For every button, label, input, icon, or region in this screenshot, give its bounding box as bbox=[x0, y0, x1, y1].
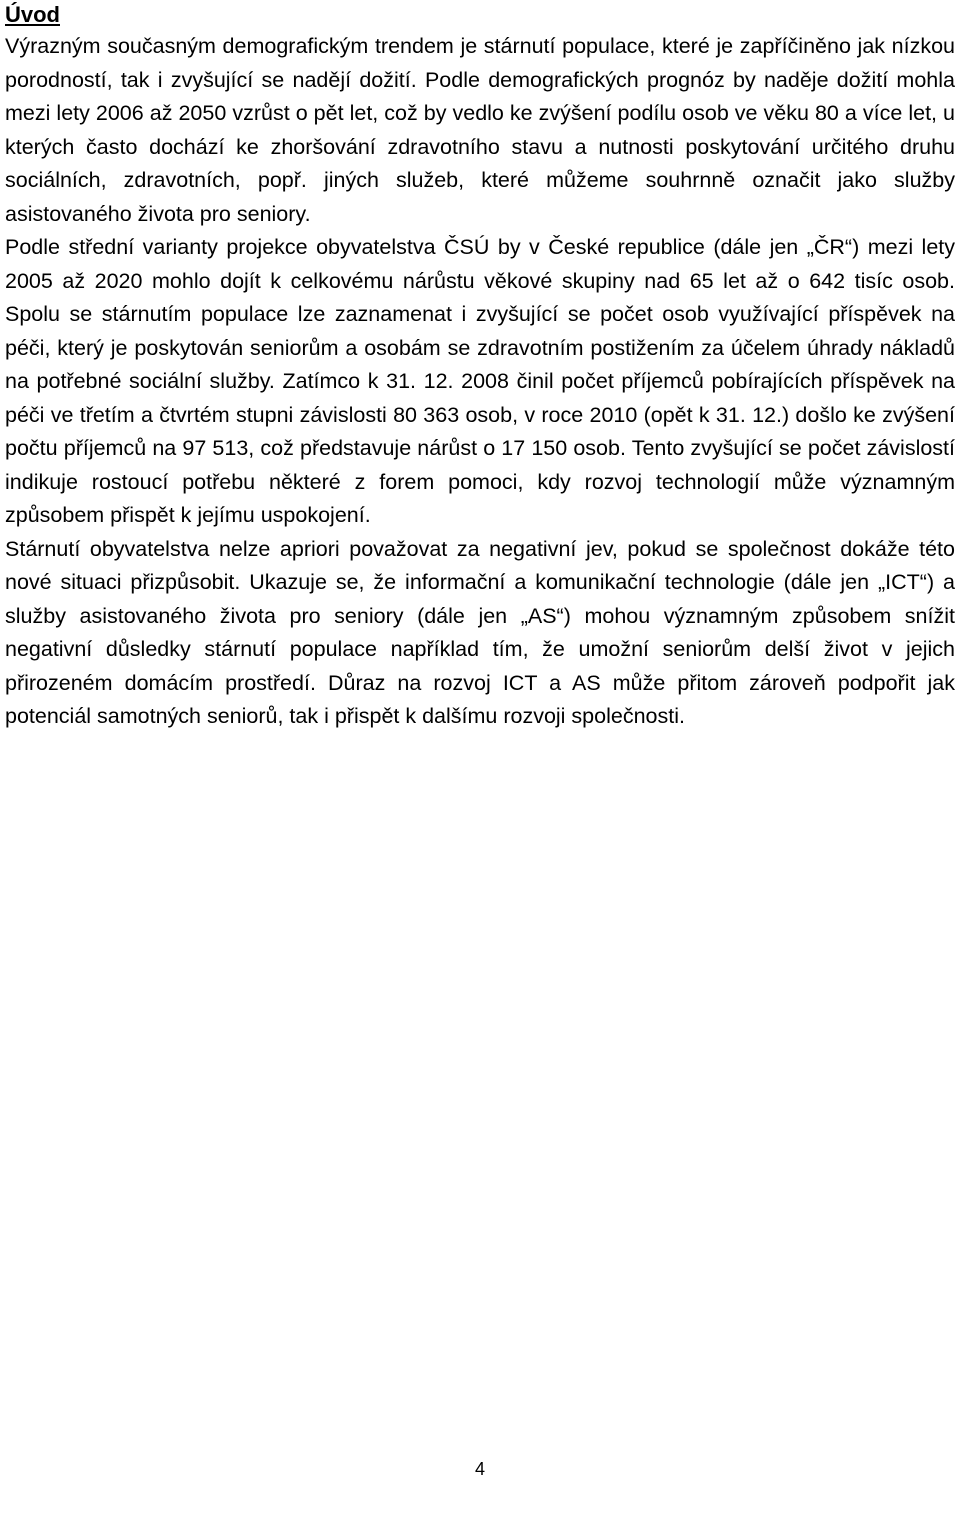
paragraph-ict-assisted-living: Stárnutí obyvatelstva nelze apriori považovat za negativní jev, pokud se společnost dokáže této nové situaci přizpůsobit. Ukazuje se, že informační a komunikační technologie (dále jen „ICT“) a služby asistovaného života pro seniory (dále jen „AS“) mohou významným způsobem snížit negativní důsledky stárnutí populace například tím, že umožní seniorům delší život v jejich přirozeném domácím prostředí. Důraz na rozvoj ICT a AS může přitom zároveň podpořit jak potenciál samotných seniorů, tak i přispět k dalšímu rozvoji společnosti. bbox=[5, 536, 955, 728]
page-number: 4 bbox=[474, 1459, 485, 1479]
document-page bbox=[5, 0, 955, 734]
section-heading: Úvod bbox=[5, 2, 60, 27]
paragraph-population-projection: Podle střední varianty projekce obyvatelstva ČSÚ by v České republice (dále jen „ČR“) mezi lety 2005 až 2020 mohlo dojít k celkovému nárůstu věkové skupiny nad 65 let až o 642 tisíc osob. Spolu se stárnutím populace lze zaznamenat i zvyšující se počet osob využívající příspěvek na péči, který je poskytován seniorům a osobám se zdravotním postižením za účelem úhrady nákladů na potřebné sociální služby. Zatímco k 31. 12. 2008 činil počet příjemců pobírajících příspěvek na péči ve třetím a čtvrtém stupni závislosti 80 363 osob, v roce 2010 (opět k 31. 12.) došlo ke zvýšení počtu příjemců na 97 513, což představuje nárůst o 17 150 osob. Tento zvyšující se počet závislostí indikuje rostoucí potřebu některé z forem pomoci, kdy rozvoj technologií může významným způsobem přispět k jejímu uspokojení. bbox=[5, 235, 955, 527]
paragraph-demographic-trend: Výrazným současným demografickým trendem je stárnutí populace, které je zapříčiněno jak nízkou porodností, tak i zvyšující se nadějí dožití. Podle demografických prognóz by naděje dožití mohla mezi lety 2006 až 2050 vzrůst o pět let, což by vedlo ke zvýšení podílu osob ve věku 80 a více let, u kterých často dochází ke zhoršování zdravotního stavu a nutnosti poskytování určitého druhu sociálních, zdravotních, popř. jiných služeb, které můžeme souhrnně označit jako služby asistovaného života pro seniory. bbox=[5, 34, 955, 226]
